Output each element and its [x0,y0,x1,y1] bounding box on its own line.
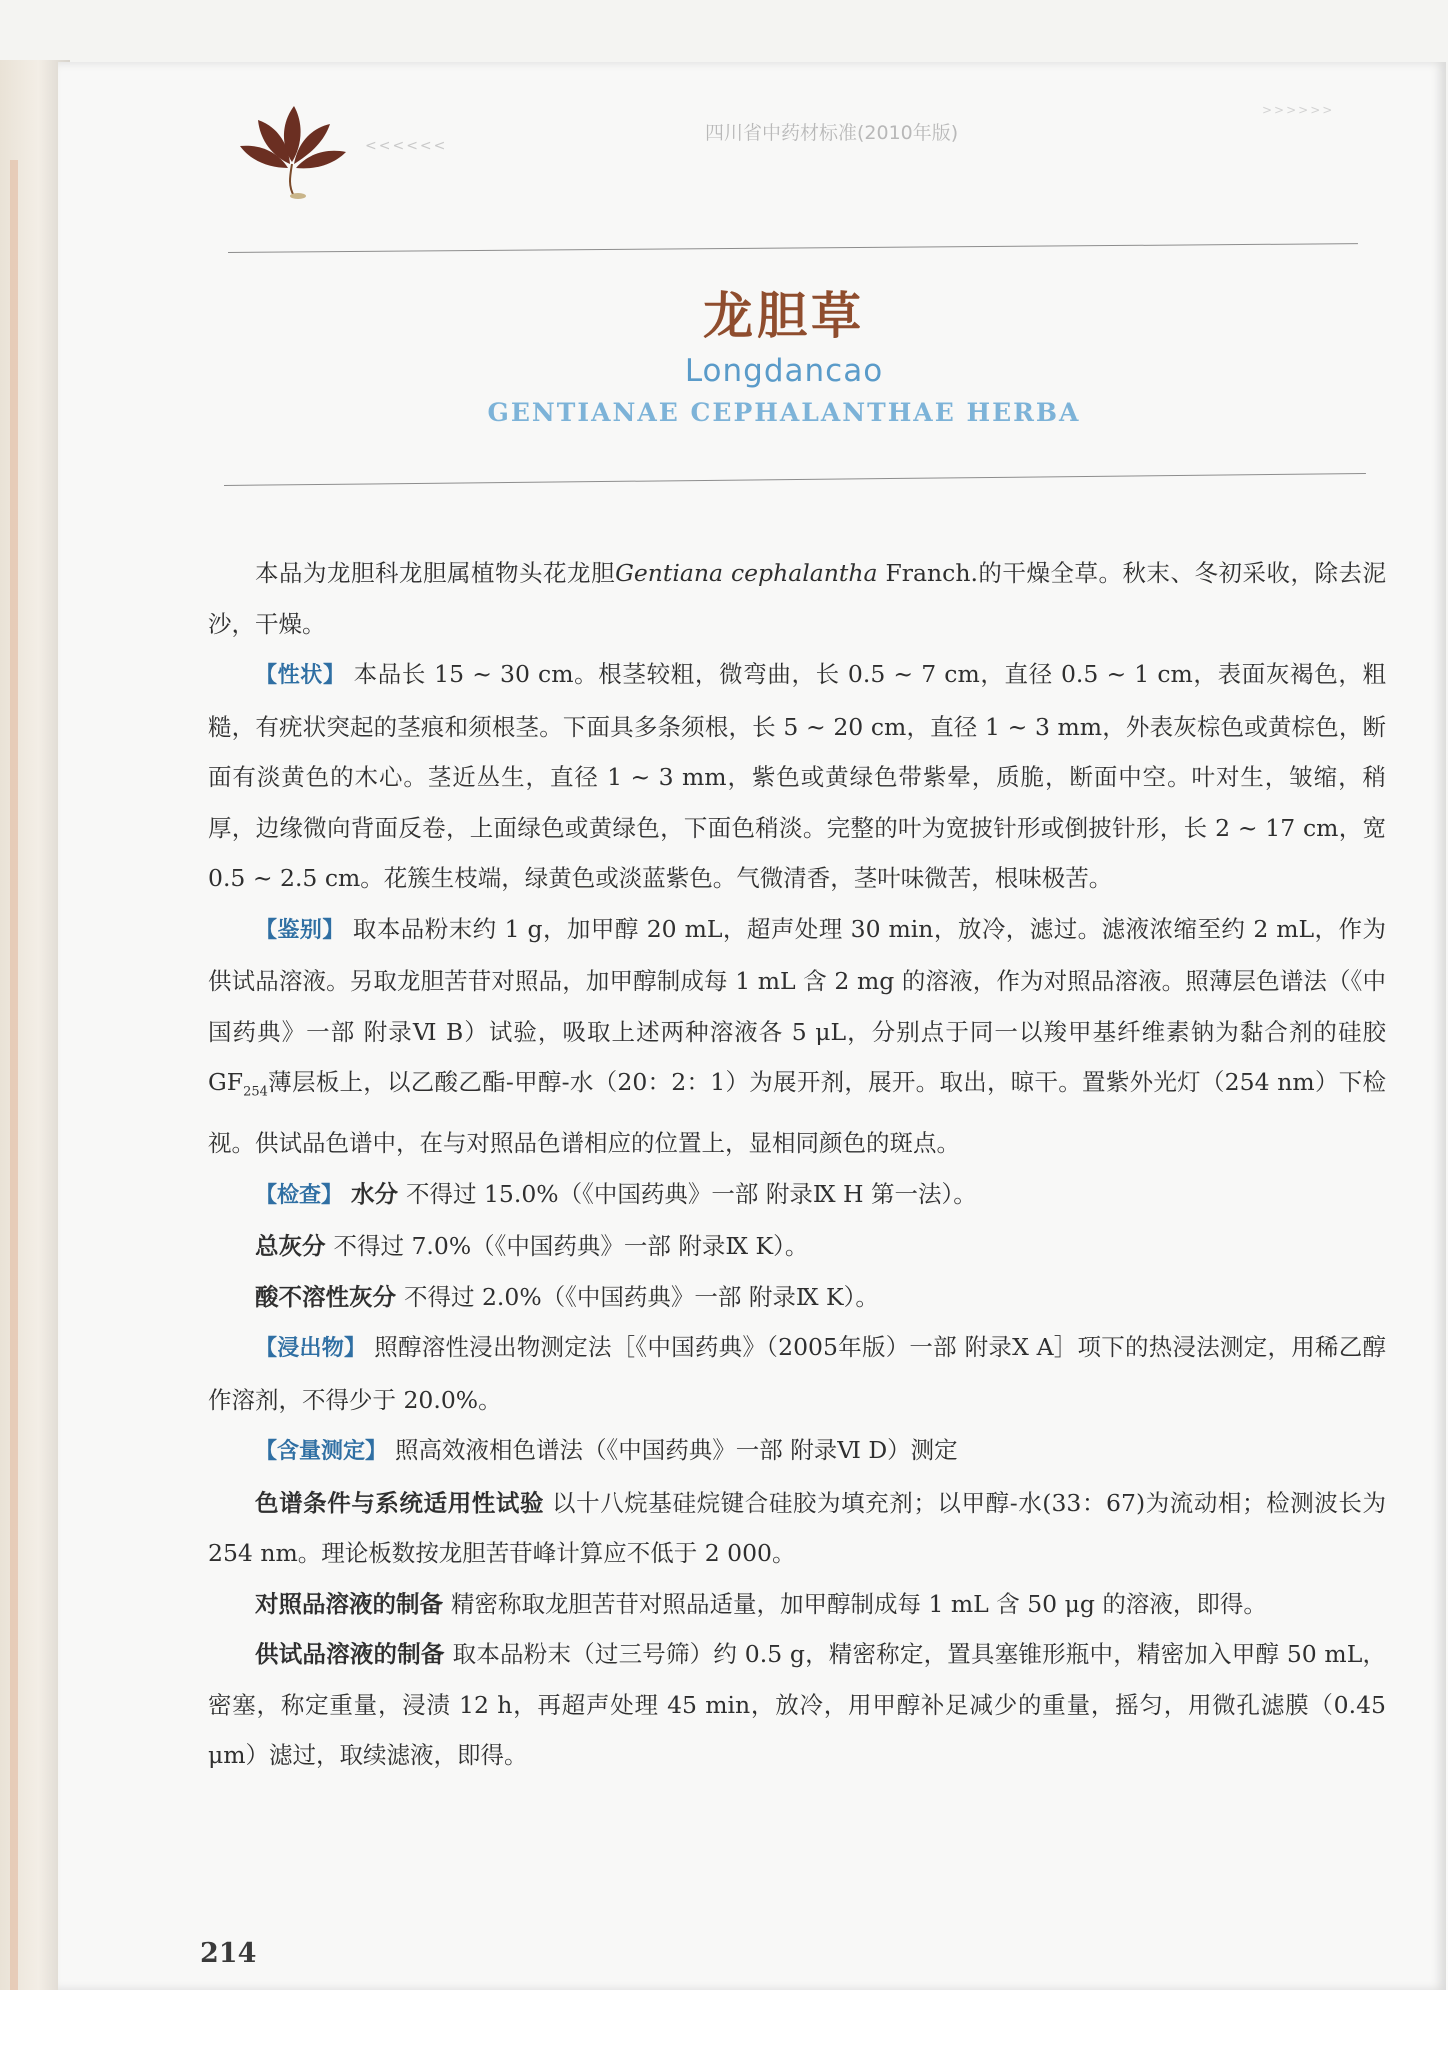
section-description [208,649,1386,904]
moisture-text: 不得过 15.0%（《中国药典》一部 附录Ⅸ H 第一法）。 [406,1179,977,1208]
page-title: 龙胆草 [703,286,865,345]
section-tag-inspection: 【检查】 [255,1182,344,1208]
book-edge-stripe [10,160,18,2040]
identification-subscript: 254 [243,1084,268,1100]
header-arrows-right: >>>>>> [1262,103,1335,117]
moisture-lead: 水分 [351,1179,399,1208]
intro-paragraph [208,548,1386,649]
test-solution-lead: 供试品溶液的制备 [255,1640,445,1669]
acid-insoluble-ash-paragraph [208,1272,1386,1323]
identification-text: 取本品粉末约 1 g，加甲醇 20 mL，超声处理 30 min，放冷，滤过。滤液浓缩至约 2 mL，作为供试品溶液。另取龙胆苦苷对照品，加甲醇制成每 1 mL 含 2 mg 的溶液，作为对照品溶液。照薄层色谱法（《中国药典》一部 附录Ⅵ B）试验，吸取上述两种溶液各 5 μL，分别点于同一以羧甲基纤维素钠为黏合剂的硅胶GF [208,914,1386,1096]
test-solution-text: 取本品粉末（过三号筛）约 0.5 g，精密称定，置具塞锥形瓶中，精密加入甲醇 50 mL，密塞，称定重量，浸渍 12 h，再超声处理 45 min，放冷，用甲醇补足减少的重量，摇匀，用微孔滤膜（0.45 μm）滤过，取续滤液，即得。 [208,1640,1386,1770]
page-number: 214 [200,1938,257,1969]
total-ash-paragraph [208,1221,1386,1272]
section-inspection [208,1169,1386,1222]
test-solution-paragraph [208,1629,1386,1781]
reference-solution-lead: 对照品溶液的制备 [255,1589,443,1618]
running-header-title: 四川省中药材标准(2010年版) [705,122,959,144]
section-tag-assay: 【含量测定】 [255,1439,388,1465]
assay-text: 照高效液相色谱法（《中国药典》一部 附录Ⅵ D）测定 [395,1436,958,1465]
acid-insoluble-ash-text: 不得过 2.0%（《中国药典》一部 附录Ⅸ K）。 [404,1282,879,1311]
plant-leaves-logo [232,92,352,202]
chromatography-paragraph [208,1478,1386,1579]
section-tag-description: 【性状】 [255,663,346,688]
scan-margin [0,1990,1448,2048]
title-pinyin: Longdancao [684,353,884,389]
section-extractives [208,1322,1386,1425]
total-ash-text: 不得过 7.0%（《中国药典》一部 附录Ⅸ K）。 [333,1232,809,1261]
monograph-body [208,548,1386,1781]
section-identification [208,904,1386,1169]
extractives-text: 照醇溶性浸出物测定法［《中国药典》（2005年版）一部 附录X A］项下的热浸法测定，用稀乙醇作溶剂，不得少于 20.0%。 [208,1333,1386,1414]
section-tag-extractives: 【浸出物】 [255,1336,367,1362]
intro-text: 本品为龙胆科龙胆属植物头花龙胆 [255,559,616,587]
species-name: Gentiana cephalantha [615,559,878,587]
reference-solution-text: 精密称取龙胆苦苷对照品适量，加甲醇制成每 1 mL 含 50 μg 的溶液，即得。 [451,1589,1267,1618]
section-tag-identification: 【鉴别】 [255,917,345,943]
section-assay [208,1425,1386,1478]
intro-text-end: Franch.的干燥全草。秋末、冬初采收，除去泥沙，干燥。 [208,559,1387,638]
chromatography-text: 以十八烷基硅烷键合硅胶为填充剂；以甲醇-水(33：67)为流动相；检测波长为 254 nm。理论板数按龙胆苦苷峰计算应不低于 2 000。 [208,1488,1386,1568]
total-ash-lead: 总灰分 [255,1232,326,1261]
header-arrows-left: <<<<<< [365,138,448,154]
chromatography-lead: 色谱条件与系统适用性试验 [255,1488,545,1517]
acid-insoluble-ash-lead: 酸不溶性灰分 [255,1282,396,1311]
reference-solution-paragraph [208,1579,1386,1630]
title-latin: GENTIANAE CEPHALANTHAE HERBA [487,398,1081,427]
description-text: 本品长 15 ~ 30 cm。根茎较粗，微弯曲，长 0.5 ~ 7 cm，直径 0.5 ~ 1 cm，表面灰褐色，粗糙，有疣状突起的茎痕和须根茎。下面具多条须根，长 5 ~ 20 cm，直径 1 ~ 3 mm，外表灰棕色或黄棕色，断面有淡黄色的木心。茎近丛生，直径 1 ~ 3 mm，紫色或黄绿色带紫晕，质脆，断面中空。叶对生，皱缩，稍厚，边缘微向背面反卷，上面绿色或黄绿色，下面色稍淡。完整的叶为宽披针形或倒披针形，长 2 ~ 17 cm，宽 0.5 ~ 2.5 cm。花簇生枝端，绿黄色或淡蓝紫色。气微清香，茎叶味微苦，根味极苦。 [208,660,1386,892]
identification-text-cont: 薄层板上，以乙酸乙酯-甲醇-水（20：2：1）为展开剂，展开。取出，晾干。置紫外光灯（254 nm）下检视。供试品色谱中，在与对照品色谱相应的位置上，显相同颜色的斑点。 [208,1068,1386,1158]
